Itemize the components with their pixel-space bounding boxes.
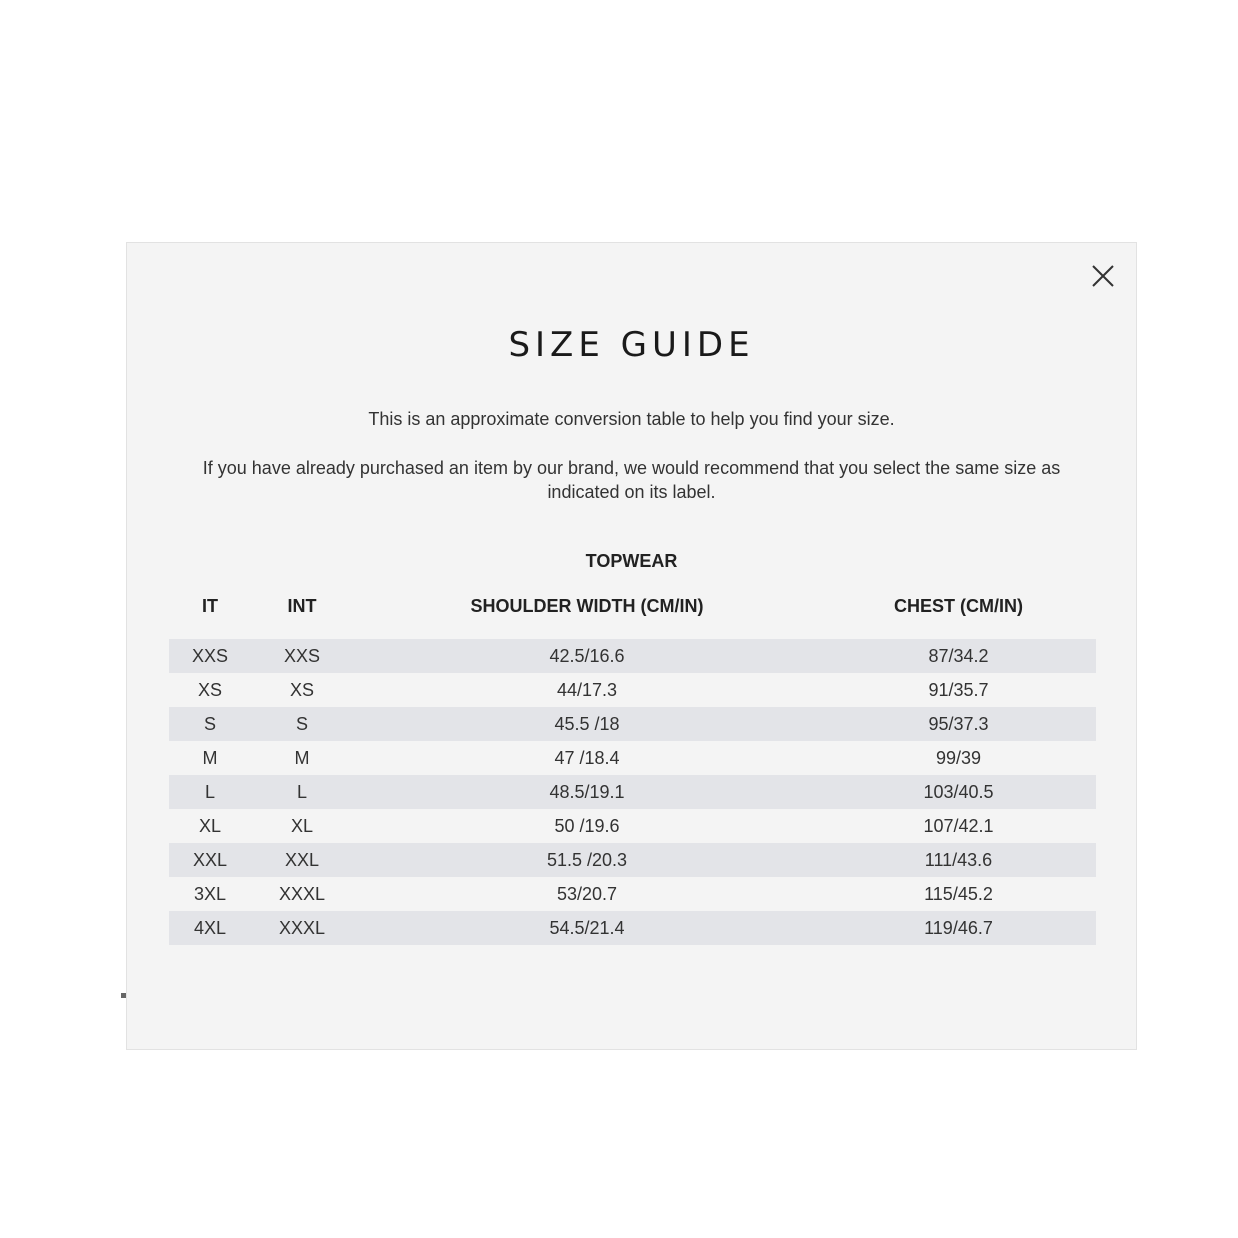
cell-it: S xyxy=(169,707,251,741)
table-row xyxy=(169,741,1096,775)
cell-shoulder: 53/20.7 xyxy=(556,883,618,904)
cell-chest: 87/34.2 xyxy=(821,639,1096,673)
cell-it: 4XL xyxy=(169,911,251,945)
cell-int: XXS xyxy=(251,639,353,673)
table-row xyxy=(169,877,1096,911)
cell-shoulder: 51.5 /20.3 xyxy=(353,843,821,877)
cell-shoulder: 45.5 /18 xyxy=(353,707,821,741)
cell-chest: 115/45.2 xyxy=(924,883,993,904)
cell-chest: 103/40.5 xyxy=(821,775,1096,809)
table-row xyxy=(169,843,1096,877)
cell-it: XXS xyxy=(169,639,251,673)
table-row xyxy=(169,809,1096,843)
cell-chest: 99/39 xyxy=(935,747,982,768)
header-chest: CHEST (CM/IN) xyxy=(894,595,1023,616)
cell-chest: 107/42.1 xyxy=(923,815,994,836)
section-title: TOPWEAR xyxy=(585,551,678,571)
cell-it: 3XL xyxy=(193,883,227,904)
cell-it: XL xyxy=(198,815,222,836)
cell-int: XS xyxy=(289,679,314,700)
header-int: INT xyxy=(287,595,317,616)
cell-shoulder: 50 /19.6 xyxy=(554,815,620,836)
cell-int: XXXL xyxy=(251,911,353,945)
cell-shoulder: 47 /18.4 xyxy=(554,747,620,768)
cell-chest: 111/43.6 xyxy=(821,843,1096,877)
close-button[interactable] xyxy=(1086,259,1120,293)
cell-chest: 119/46.7 xyxy=(821,911,1096,945)
cell-shoulder: 48.5/19.1 xyxy=(353,775,821,809)
table-row xyxy=(169,911,1096,945)
cell-int: XXXL xyxy=(278,883,326,904)
close-icon xyxy=(1086,259,1120,293)
cell-shoulder: 44/17.3 xyxy=(556,679,618,700)
cell-int: M xyxy=(294,747,310,768)
cell-shoulder: 54.5/21.4 xyxy=(353,911,821,945)
header-it: IT xyxy=(202,595,218,616)
size-table xyxy=(169,585,1096,945)
table-row xyxy=(169,673,1096,707)
cell-it: M xyxy=(202,747,218,768)
cell-chest: 91/35.7 xyxy=(928,679,989,700)
size-guide-modal xyxy=(126,242,1137,1050)
cell-it: L xyxy=(169,775,251,809)
cell-int: S xyxy=(251,707,353,741)
modal-title: SIZE GUIDE xyxy=(508,325,755,365)
table-row xyxy=(169,639,1096,673)
table-row xyxy=(169,775,1096,809)
cell-chest: 95/37.3 xyxy=(821,707,1096,741)
header-shoulder-width: SHOULDER WIDTH (CM/IN) xyxy=(470,595,704,616)
recommendation-text: If you have already purchased an item by our brand, we would recommend that you select the same size as indicated on its label. xyxy=(202,458,1061,502)
cell-int: XXL xyxy=(251,843,353,877)
cell-shoulder: 42.5/16.6 xyxy=(353,639,821,673)
table-header-row xyxy=(169,585,1096,639)
cell-int: L xyxy=(251,775,353,809)
cell-it: XS xyxy=(197,679,222,700)
intro-text: This is an approximate conversion table to help you find your size. xyxy=(368,409,895,429)
table-row xyxy=(169,707,1096,741)
cell-it: XXL xyxy=(169,843,251,877)
cell-int: XL xyxy=(290,815,314,836)
